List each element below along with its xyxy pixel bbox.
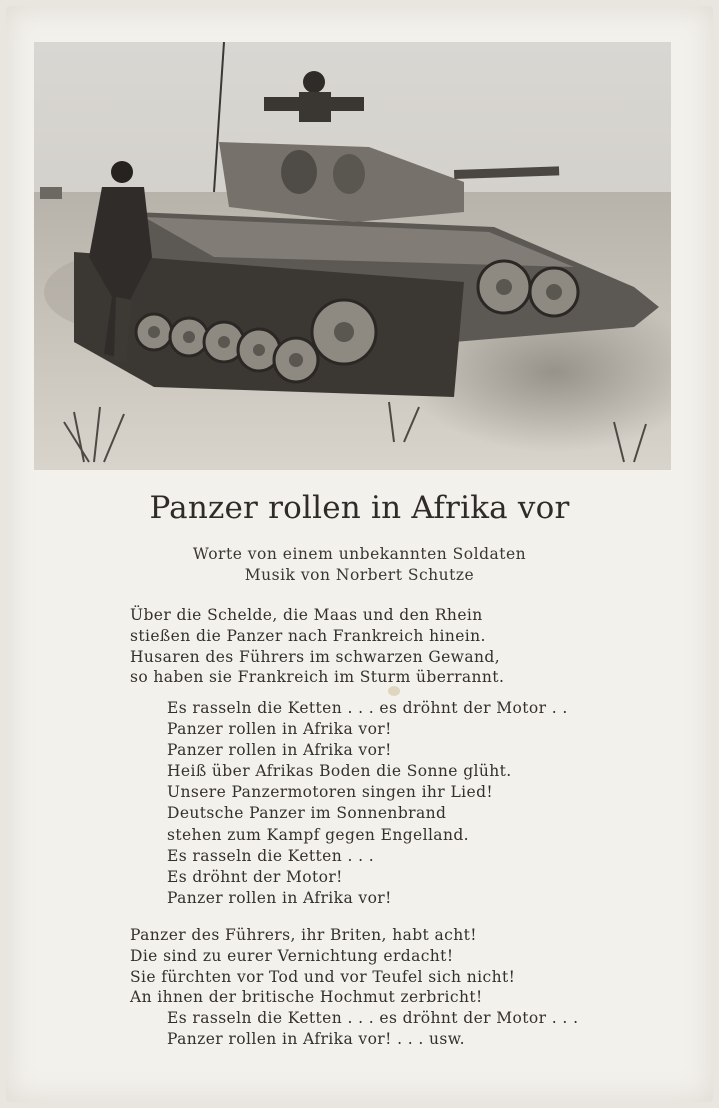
refrain-line: Es dröhnt der Motor! bbox=[167, 867, 343, 886]
refrain-2 bbox=[167, 1008, 578, 1050]
verse-line: Die sind zu eurer Vernichtung erdacht! bbox=[130, 946, 454, 965]
music-credit: Musik von Norbert Schutze bbox=[244, 566, 475, 584]
tank-photo-illustration bbox=[34, 42, 671, 470]
refrain-line: Panzer rollen in Afrika vor! bbox=[167, 720, 392, 739]
verse-1 bbox=[130, 605, 504, 688]
verse-line: stießen die Panzer nach Frankreich hinein. bbox=[130, 626, 486, 645]
refrain-line: Panzer rollen in Afrika vor! bbox=[167, 741, 392, 760]
verse-line: An ihnen der britische Hochmut zerbricht! bbox=[130, 988, 483, 1007]
verse-line: Husaren des Führers im schwarzen Gewand, bbox=[130, 647, 501, 666]
song-title: Panzer rollen in Afrika vor bbox=[149, 490, 570, 526]
refrain-line: Unsere Panzermotoren singen ihr Lied! bbox=[167, 783, 494, 802]
verse-line: Panzer des Führers, ihr Briten, habt acht! bbox=[130, 926, 477, 944]
refrain-line: Es rasseln die Ketten . . . bbox=[167, 846, 375, 865]
refrain-1 bbox=[167, 698, 568, 909]
refrain-line: Panzer rollen in Afrika vor! . . . usw. bbox=[167, 1029, 465, 1048]
refrain-line: Heiß über Afrikas Boden die Sonne glüht. bbox=[167, 762, 512, 781]
tank-photograph bbox=[34, 42, 671, 470]
verse-line: so haben sie Frankreich im Sturm überrannt. bbox=[130, 668, 505, 687]
refrain-line: Es rasseln die Ketten . . . es dröhnt der Motor . . bbox=[167, 699, 568, 717]
song-credits bbox=[0, 544, 719, 586]
refrain-line: Deutsche Panzer im Sonnenbrand bbox=[167, 804, 447, 823]
verse-2 bbox=[130, 925, 515, 1008]
refrain-line: Es rasseln die Ketten . . . es dröhnt der Motor . . . bbox=[167, 1009, 579, 1027]
verse-line: Über die Schelde, die Maas und den Rhein bbox=[130, 606, 483, 624]
verse-line: Sie fürchten vor Tod und vor Teufel sich nicht! bbox=[130, 967, 516, 986]
refrain-line: Panzer rollen in Afrika vor! bbox=[167, 888, 392, 907]
refrain-line: stehen zum Kampf gegen Engelland. bbox=[167, 825, 469, 844]
lyrics-credit: Worte von einem unbekannten Soldaten bbox=[192, 545, 527, 563]
